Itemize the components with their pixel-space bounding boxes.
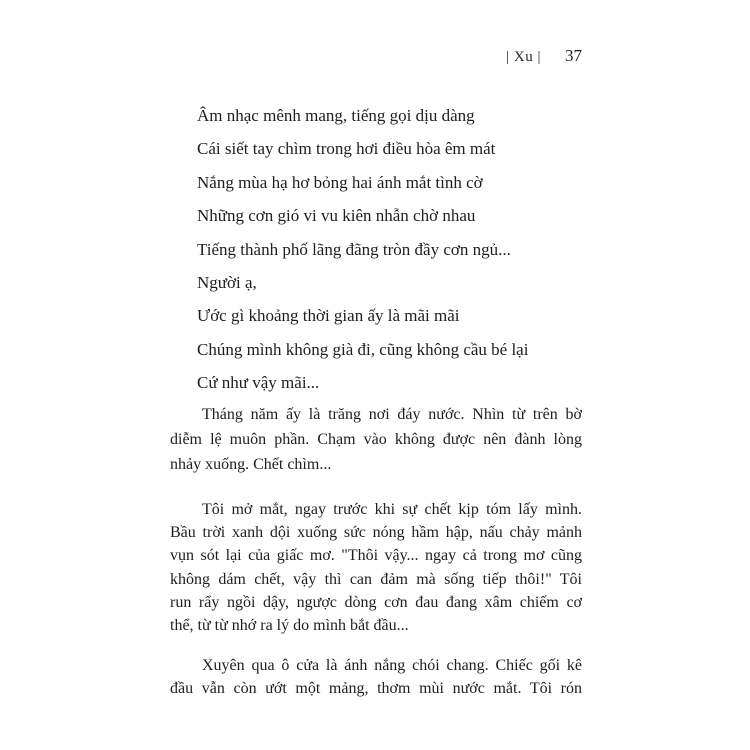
- paragraph: [170, 498, 582, 637]
- page-header: [170, 46, 582, 66]
- paragraph-line: không dám chết, vậy thì can đảm mà sống tiếp thôi!" Tôi: [170, 570, 582, 588]
- paragraph-line: đầu vẫn còn ướt một mảng, thơm mùi nước mắt. Tôi rón: [170, 680, 582, 698]
- paragraph: [170, 654, 582, 700]
- paragraph-line: Xuyên qua ô cửa là ánh nắng chói chang. Chiếc gối kê: [202, 657, 582, 674]
- paragraph-line: nhảy xuống. Chết chìm...: [170, 456, 332, 473]
- poem-line: Những cơn gió vi vu kiên nhẫn chờ nhau: [197, 206, 476, 226]
- paragraph-line: Tôi mở mắt, ngay trước khi sự chết kịp tóm lấy mình.: [202, 501, 582, 518]
- chapter-marker: | Xu |: [506, 49, 541, 65]
- paragraph: [170, 402, 582, 477]
- poem-block: [197, 99, 627, 400]
- poem-line: Cái siết tay chìm trong hơi điều hòa êm mát: [197, 139, 496, 159]
- poem-line: Cứ như vậy mãi...: [197, 373, 320, 393]
- paragraph-line: Tháng năm ấy là trăng nơi đáy nước. Nhìn từ trên bờ: [202, 406, 582, 423]
- paragraph-line: run rẩy ngồi dậy, ngược dòng cơn đau đang xâm chiếm cơ: [170, 593, 582, 611]
- paragraph-line: thể, từ từ nhớ ra lý do mình bắt đầu...: [170, 617, 409, 635]
- poem-line: Âm nhạc mênh mang, tiếng gọi dịu dàng: [197, 106, 475, 125]
- paragraph-line: vụn sót lại của giấc mơ. "Thôi vậy... ngay cả trong mơ cũng: [170, 547, 582, 565]
- poem-line: Nắng mùa hạ hơ bỏng hai ánh mắt tình cờ: [197, 172, 483, 192]
- poem-line: Tiếng thành phố lãng đãng tròn đầy cơn ngủ...: [197, 239, 511, 259]
- paragraph-line: diễm lệ muôn phần. Chạm vào không được nên đành lòng: [170, 431, 582, 448]
- poem-line: Ước gì khoảng thời gian ấy là mãi mãi: [197, 306, 460, 326]
- page-number: 37: [565, 46, 582, 65]
- poem-line: Người ạ,: [197, 273, 257, 293]
- poem-line: Chúng mình không già đi, cũng không cầu bé lại: [197, 339, 529, 359]
- paragraph-line: Bầu trời xanh dội xuống sức nóng hầm hập, nấu chảy mảnh: [170, 524, 582, 542]
